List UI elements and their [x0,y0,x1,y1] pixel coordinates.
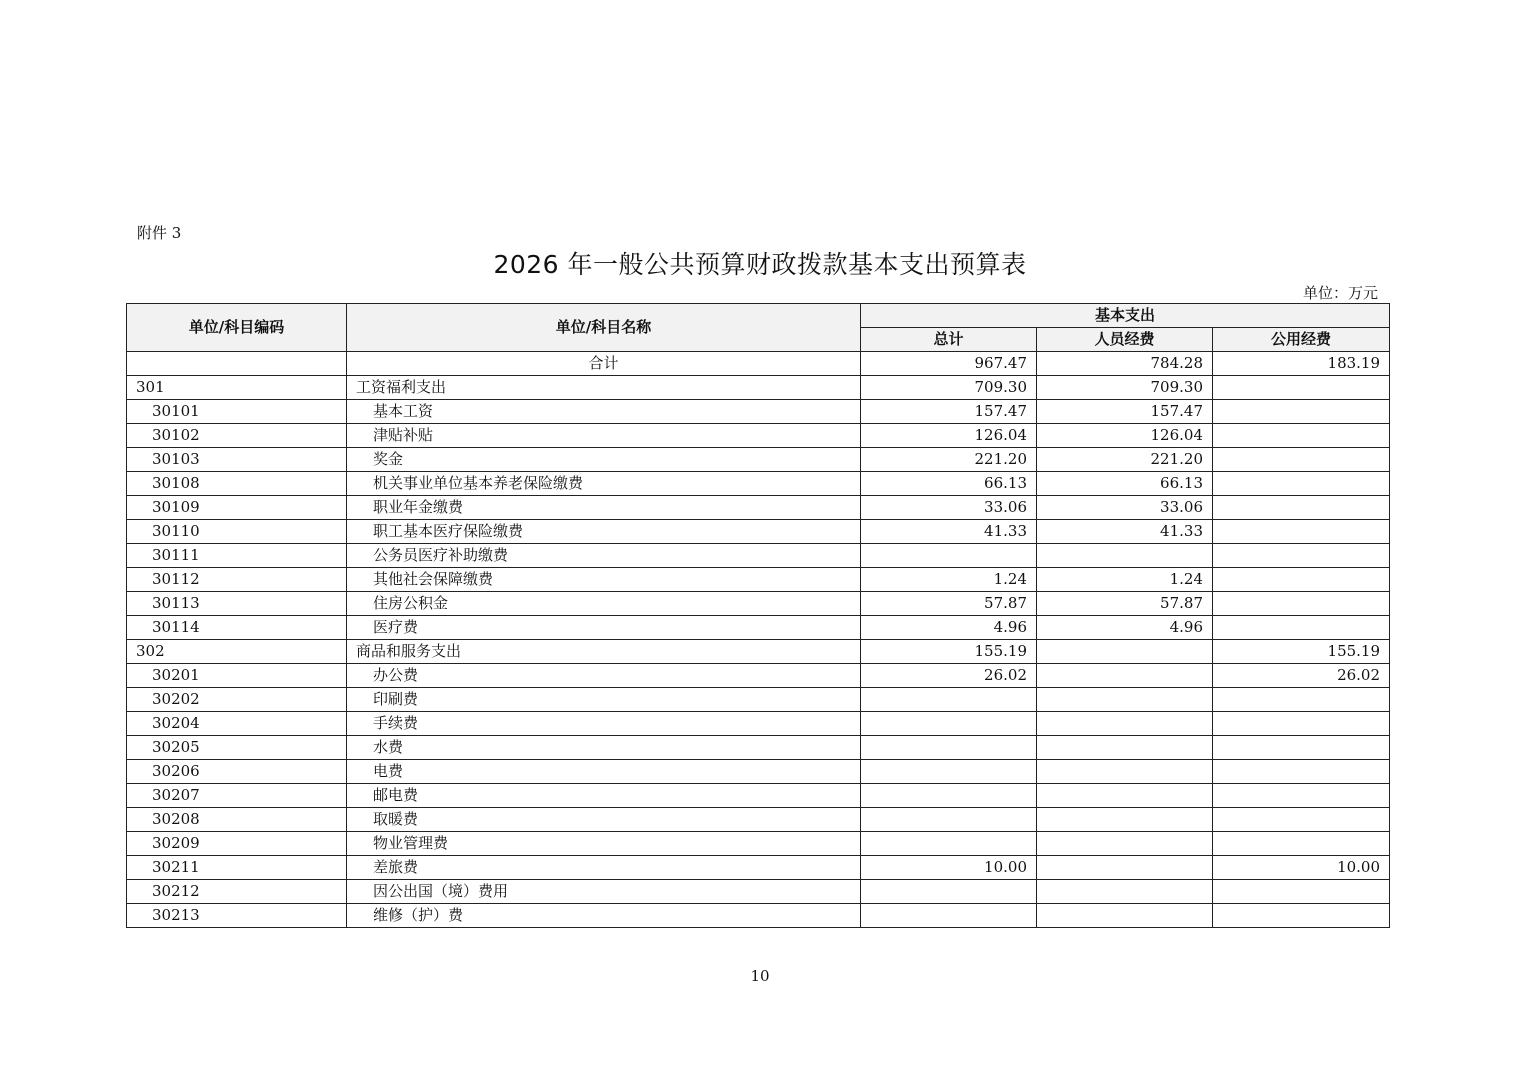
cell-name: 水费 [347,736,861,760]
cell-total [861,736,1037,760]
cell-public [1213,808,1390,832]
table-row [127,832,1390,856]
cell-public [1213,496,1390,520]
cell-code: 30202 [127,688,347,712]
cell-name: 住房公积金 [347,592,861,616]
cell-public [1213,904,1390,928]
table-row [127,616,1390,640]
cell-personnel [1037,904,1213,928]
table-row [127,736,1390,760]
cell-personnel: 221.20 [1037,448,1213,472]
cell-public [1213,520,1390,544]
cell-total: 221.20 [861,448,1037,472]
cell-total [861,688,1037,712]
table-row [127,544,1390,568]
cell-name: 物业管理费 [347,832,861,856]
cell-personnel [1037,664,1213,688]
cell-personnel: 709.30 [1037,376,1213,400]
cell-total: 155.19 [861,640,1037,664]
header-basic-expenditure: 基本支出 [861,304,1390,328]
page-title: 2026 年一般公共预算财政拨款基本支出预算表 [493,250,1027,279]
cell-total [861,904,1037,928]
cell-total [861,712,1037,736]
cell-code: 30201 [127,664,347,688]
cell-code: 30108 [127,472,347,496]
cell-total [861,544,1037,568]
cell-personnel: 784.28 [1037,352,1213,376]
cell-name: 电费 [347,760,861,784]
header-name: 单位/科目名称 [347,304,861,352]
cell-code: 301 [127,376,347,400]
table-row [127,472,1390,496]
cell-personnel: 41.33 [1037,520,1213,544]
cell-code: 30101 [127,400,347,424]
cell-total: 126.04 [861,424,1037,448]
header-personnel: 人员经费 [1037,328,1213,352]
cell-public [1213,832,1390,856]
header-row-1 [127,304,1390,328]
cell-personnel [1037,760,1213,784]
cell-public [1213,880,1390,904]
cell-public [1213,424,1390,448]
cell-name: 公务员医疗补助缴费 [347,544,861,568]
table-row [127,568,1390,592]
table-row [127,856,1390,880]
cell-total [861,784,1037,808]
cell-personnel [1037,712,1213,736]
cell-personnel: 33.06 [1037,496,1213,520]
cell-code: 30103 [127,448,347,472]
cell-public: 10.00 [1213,856,1390,880]
cell-name: 取暖费 [347,808,861,832]
table-row [127,640,1390,664]
cell-code: 30206 [127,760,347,784]
table-row [127,592,1390,616]
table-row [127,880,1390,904]
cell-total: 709.30 [861,376,1037,400]
table-row [127,784,1390,808]
table-row [127,904,1390,928]
cell-public [1213,376,1390,400]
cell-code: 30207 [127,784,347,808]
cell-public: 183.19 [1213,352,1390,376]
cell-personnel [1037,544,1213,568]
cell-code: 30212 [127,880,347,904]
cell-total [861,760,1037,784]
cell-total [861,808,1037,832]
cell-personnel [1037,880,1213,904]
cell-personnel [1037,640,1213,664]
cell-total: 66.13 [861,472,1037,496]
cell-name: 基本工资 [347,400,861,424]
cell-name: 合计 [347,352,861,376]
cell-name: 手续费 [347,712,861,736]
header-public: 公用经费 [1213,328,1390,352]
cell-name: 办公费 [347,664,861,688]
cell-personnel: 1.24 [1037,568,1213,592]
cell-name: 职工基本医疗保险缴费 [347,520,861,544]
cell-code: 30208 [127,808,347,832]
cell-total: 57.87 [861,592,1037,616]
cell-name: 奖金 [347,448,861,472]
budget-table [126,303,1390,928]
cell-total: 41.33 [861,520,1037,544]
cell-code: 30110 [127,520,347,544]
cell-code: 30211 [127,856,347,880]
cell-public [1213,616,1390,640]
table-row [127,520,1390,544]
cell-public [1213,544,1390,568]
table-row [127,496,1390,520]
cell-public [1213,400,1390,424]
cell-total: 157.47 [861,400,1037,424]
unit-label: 单位：万元 [1302,284,1378,302]
cell-public [1213,688,1390,712]
table-row [127,760,1390,784]
table-row [127,712,1390,736]
cell-code: 30205 [127,736,347,760]
cell-personnel: 126.04 [1037,424,1213,448]
cell-code: 30204 [127,712,347,736]
cell-code: 30114 [127,616,347,640]
cell-public [1213,784,1390,808]
cell-public: 26.02 [1213,664,1390,688]
cell-public [1213,736,1390,760]
cell-total: 10.00 [861,856,1037,880]
table-row [127,448,1390,472]
cell-total [861,880,1037,904]
cell-name: 津贴补贴 [347,424,861,448]
cell-personnel: 66.13 [1037,472,1213,496]
table-row [127,400,1390,424]
table-header [127,304,1390,352]
table-row [127,808,1390,832]
cell-public: 155.19 [1213,640,1390,664]
cell-personnel: 157.47 [1037,400,1213,424]
cell-name: 邮电费 [347,784,861,808]
cell-public [1213,712,1390,736]
cell-public [1213,760,1390,784]
cell-name: 因公出国（境）费用 [347,880,861,904]
cell-name: 其他社会保障缴费 [347,568,861,592]
cell-name: 医疗费 [347,616,861,640]
cell-name: 差旅费 [347,856,861,880]
cell-name: 维修（护）费 [347,904,861,928]
attachment-label: 附件 3 [137,224,182,242]
header-code: 单位/科目编码 [127,304,347,352]
cell-code [127,352,347,376]
cell-name: 印刷费 [347,688,861,712]
cell-code: 30111 [127,544,347,568]
cell-total: 33.06 [861,496,1037,520]
cell-public [1213,448,1390,472]
cell-code: 30213 [127,904,347,928]
cell-public [1213,568,1390,592]
table-row [127,424,1390,448]
cell-code: 30113 [127,592,347,616]
cell-public [1213,592,1390,616]
cell-personnel: 4.96 [1037,616,1213,640]
cell-personnel [1037,832,1213,856]
cell-code: 30209 [127,832,347,856]
table-body [127,352,1390,928]
cell-public [1213,472,1390,496]
cell-total: 4.96 [861,616,1037,640]
cell-code: 30102 [127,424,347,448]
cell-code: 302 [127,640,347,664]
cell-personnel [1037,688,1213,712]
cell-name: 工资福利支出 [347,376,861,400]
cell-total: 1.24 [861,568,1037,592]
cell-name: 机关事业单位基本养老保险缴费 [347,472,861,496]
table-row [127,352,1390,376]
header-total: 总计 [861,328,1037,352]
page-number: 10 [750,967,770,985]
cell-total: 26.02 [861,664,1037,688]
cell-name: 商品和服务支出 [347,640,861,664]
cell-personnel [1037,736,1213,760]
cell-personnel [1037,856,1213,880]
cell-personnel [1037,784,1213,808]
table-row [127,376,1390,400]
cell-code: 30109 [127,496,347,520]
cell-personnel [1037,808,1213,832]
table-row [127,688,1390,712]
cell-total: 967.47 [861,352,1037,376]
cell-personnel: 57.87 [1037,592,1213,616]
cell-code: 30112 [127,568,347,592]
table-row [127,664,1390,688]
cell-total [861,832,1037,856]
cell-name: 职业年金缴费 [347,496,861,520]
